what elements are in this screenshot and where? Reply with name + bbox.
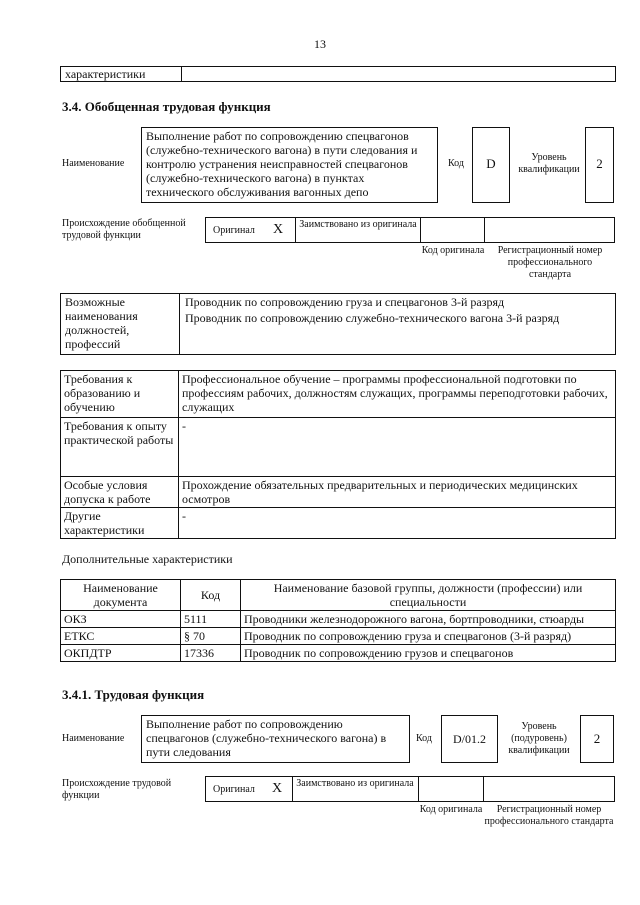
page-number: 13 xyxy=(314,37,326,51)
header-group: Наименование базовой группы, должности (профессии) или специальности xyxy=(241,580,616,611)
cell: ОКЗ xyxy=(61,611,181,628)
requirement-row xyxy=(61,508,616,539)
gf-borrowed-label: Заимствовано из оригинала xyxy=(299,219,417,230)
tf-origin-table xyxy=(205,776,615,802)
gf-code-orig-label: Код оригинала xyxy=(421,245,485,256)
tf-name-value: Выполнение работ по сопровождению спецвагонов (служебно-технического вагона) в пути следования xyxy=(141,715,410,763)
tf-level-value: 2 xyxy=(580,715,614,763)
requirement-row xyxy=(61,371,616,418)
gf-level-value: 2 xyxy=(585,127,614,203)
requirement-value: Прохождение обязательных предварительных и периодических медицинских осмотров xyxy=(179,477,616,508)
cell: 5111 xyxy=(181,611,241,628)
gf-origin-label: Происхождение обобщенной трудовой функции xyxy=(62,218,186,241)
tf-original-mark: X xyxy=(272,781,283,796)
table-row xyxy=(61,611,616,628)
tf-borrowed-label: Заимствовано из оригинала xyxy=(296,778,414,789)
tf-code-label: Код xyxy=(416,733,432,744)
requirement-value: - xyxy=(179,418,616,477)
requirements-table xyxy=(60,370,616,539)
requirement-label: Другие характеристики xyxy=(61,508,179,539)
tf-original-label: Оригинал xyxy=(213,784,255,795)
gf-original-label: Оригинал xyxy=(213,225,255,236)
requirement-row xyxy=(61,477,616,508)
positions-label: Возможные наименования должностей, профессий xyxy=(65,295,138,351)
requirement-label: Особые условия допуска к работе xyxy=(61,477,179,508)
tf-code-value: D/01.2 xyxy=(441,715,498,763)
header-doc: Наименование документа xyxy=(61,580,181,611)
additional-header-row xyxy=(61,580,616,611)
section-title-labor-function: 3.4.1. Трудовая функция xyxy=(62,687,205,702)
tf-reg-num-label: Регистрационный номер профессионального стандарта xyxy=(484,804,614,827)
tf-code-orig-label: Код оригинала xyxy=(419,804,483,815)
gf-code-label: Код xyxy=(448,158,464,169)
cell: § 70 xyxy=(181,628,241,645)
cell: ЕТКС xyxy=(61,628,181,645)
requirement-value: - xyxy=(179,508,616,539)
top-continuation-row xyxy=(60,66,616,82)
cell: Проводник по сопровождению груза и спецвагонов (3-й разряд) xyxy=(241,628,616,645)
table-row xyxy=(61,645,616,662)
additional-table xyxy=(60,579,616,662)
cell: Проводник по сопровождению грузов и спецвагонов xyxy=(241,645,616,662)
header-code: Код xyxy=(181,580,241,611)
positions-table xyxy=(60,293,616,355)
requirement-row xyxy=(61,418,616,477)
position-line-2: Проводник по сопровождению служебно-технического вагона 3-й разряд xyxy=(185,311,560,325)
gf-code-value: D xyxy=(472,127,510,203)
gf-level-label: Уровень квалификации xyxy=(518,152,580,175)
gf-name-label: Наименование xyxy=(62,158,125,169)
additional-title: Дополнительные характеристики xyxy=(62,552,233,566)
gf-origin-table xyxy=(205,217,615,243)
requirement-label: Требования к опыту практической работы xyxy=(61,418,179,477)
section-title-generalized-function: 3.4. Обобщенная трудовая функция xyxy=(62,99,271,114)
tf-origin-label: Происхождение трудовой функции xyxy=(62,778,172,801)
requirement-value: Профессиональное обучение – программы профессиональной подготовки по профессиям рабочих, должностям служащих, программы переподготовки рабочих, служащих xyxy=(179,371,616,418)
top-row-label: характеристики xyxy=(65,67,146,81)
cell: 17336 xyxy=(181,645,241,662)
tf-name-label: Наименование xyxy=(62,733,125,744)
gf-reg-num-label: Регистрационный номер профессионального стандарта xyxy=(497,245,603,280)
position-line-1: Проводник по сопровождению груза и спецвагонов 3-й разряд xyxy=(185,295,505,309)
gf-name-value: Выполнение работ по сопровождению спецвагонов (служебно-технического вагона) в пути следования и контролю устранения неисправностей спецвагонов (служебно-технического вагона) в пунктах технического обслуживания вагонных депо xyxy=(141,127,438,203)
table-row xyxy=(61,628,616,645)
tf-level-label: Уровень (подуровень) квалификации xyxy=(508,721,570,756)
cell: Проводники железнодорожного вагона, бортпроводники, стюарды xyxy=(241,611,616,628)
cell: ОКПДТР xyxy=(61,645,181,662)
gf-original-mark: X xyxy=(273,222,284,237)
requirement-label: Требования к образованию и обучению xyxy=(61,371,179,418)
